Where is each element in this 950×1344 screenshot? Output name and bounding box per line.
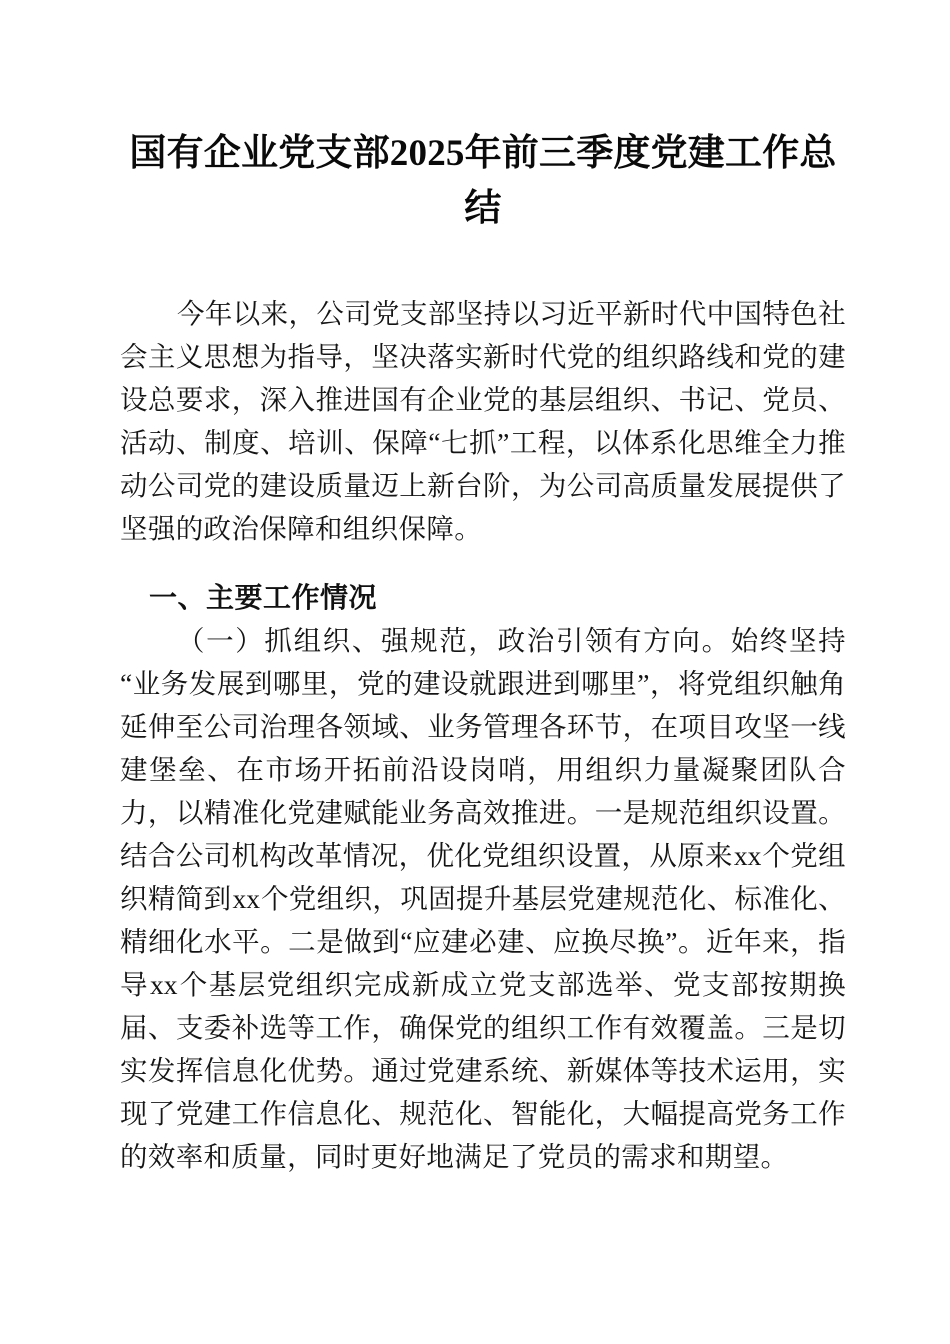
section-heading-1: 一、主要工作情况 [149,582,378,613]
document-title: 国有企业党支部2025年前三季度党建工作总结 [129,133,837,229]
subsection-paragraph-1: （一）抓组织、强规范，政治引领有方向。始终坚持“业务发展到哪里，党的建设就跟进到哪里”，将党组织触角延伸至公司治理各领域、业务管理各环节，在项目攻坚一线建堡垒、在市场开拓前沿设岗哨，用组织力量凝聚团队合力，以精准化党建赋能业务高效推进。一是规范组织设置。结合公司机构改革情况，优化党组织设置，从原来xx个党组织精简到xx个党组织，巩固提升基层党建规范化、标准化、精细化水平。二是做到“应建必建、应换尽换”。近年来，指导xx个基层党组织完成新成立党支部选举、党支部按期换届、支委补选等工作，确保党的组织工作有效覆盖。三是切实发挥信息化优势。通过党建系统、新媒体等技术运用，实现了党建工作信息化、规范化、智能化，大幅提高党务工作的效率和质量，同时更好地满足了党员的需求和期望。 [120,625,846,1172]
document-body [120,0,846,1178]
intro-paragraph: 今年以来，公司党支部坚持以习近平新时代中国特色社会主义思想为指导，坚决落实新时代党的组织路线和党的建设总要求，深入推进国有企业党的基层组织、书记、党员、活动、制度、培训、保障“七抓”工程，以体系化思维全力推动公司党的建设质量迈上新台阶，为公司高质量发展提供了坚强的政治保障和组织保障。 [120,298,846,544]
